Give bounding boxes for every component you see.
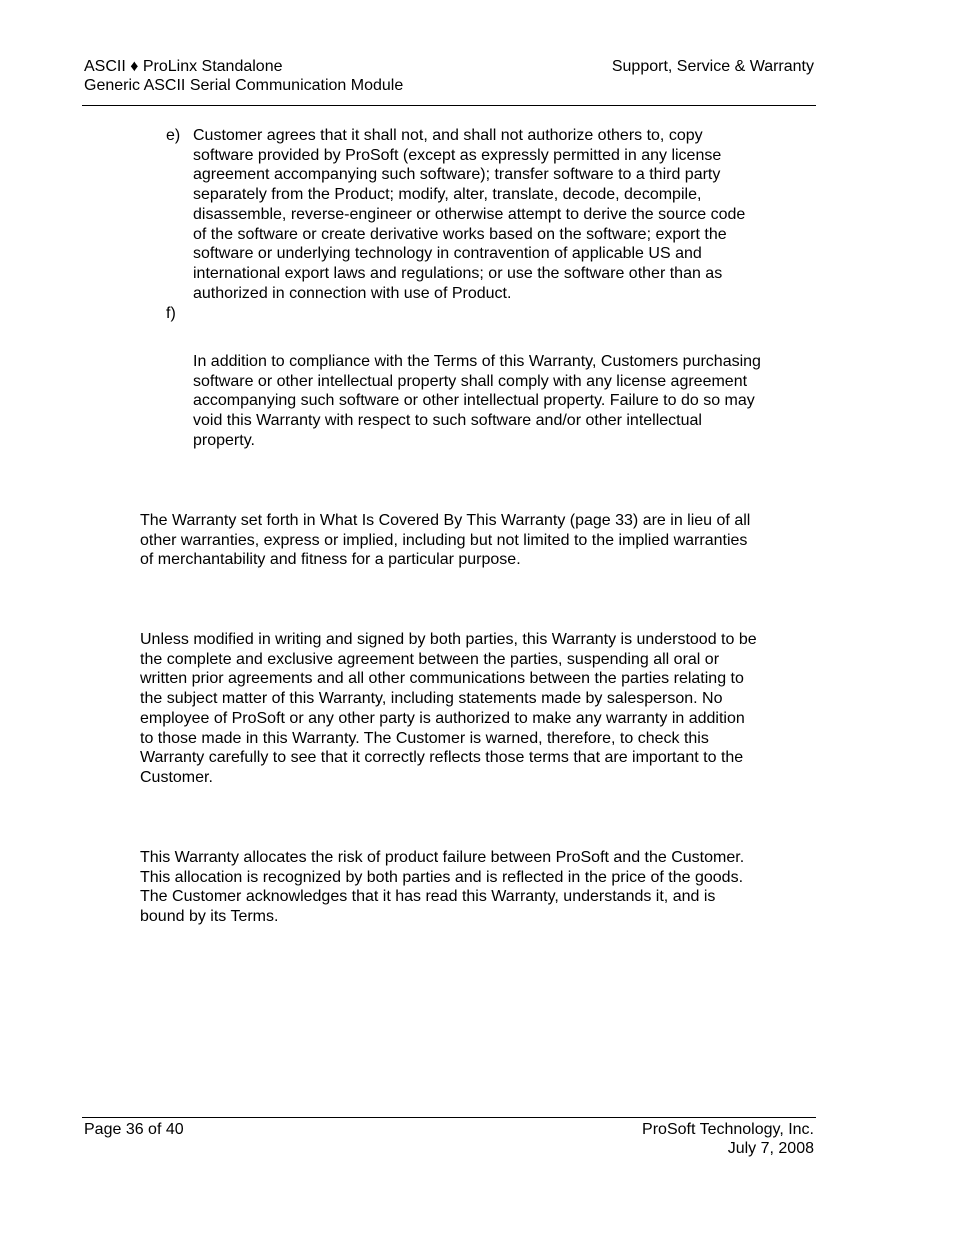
company-name: ProSoft Technology, Inc. xyxy=(642,1121,814,1138)
intellectual-property-paragraph: In addition to compliance with the Terms of this Warranty, Customers purchasing software or other intellectual property shall comply with any license agreement accompanying such software or other intellectual property. Failure to do so may void this Warranty with respect to such software and/or other intellectual property. xyxy=(193,353,761,449)
section-title: Support, Service & Warranty xyxy=(611,58,814,75)
document-date: July 7, 2008 xyxy=(727,1140,814,1157)
page-number: Page 36 of 40 xyxy=(84,1121,184,1138)
disclaimer-paragraph: The Warranty set forth in What Is Covered By This Warranty (page 33) are in lieu of all other warranties, express or implied, including but not limited to the implied warranties of merchantability and fitness for a particular purpose. xyxy=(140,512,751,569)
document-title xyxy=(84,57,403,95)
header-divider xyxy=(82,105,816,106)
footer-company-block xyxy=(642,1120,814,1158)
list-marker-f: f) xyxy=(166,305,176,322)
footer-divider xyxy=(82,1117,816,1118)
document-title-line1: ASCII ♦ ProLinx Standalone xyxy=(84,58,283,75)
entire-agreement-paragraph: Unless modified in writing and signed by both parties, this Warranty is understood to be the complete and exclusive agreement between the parties, suspending all oral or written prior agreements and all other communications between the parties relating to the subject matter of this Warranty, including statements made by salesperson. No employee of ProSoft or any other party is authorized to make any warranty in addition to those made in this Warranty. The Customer is warned, therefore, to check this Warranty carefully to see that it correctly reflects those terms that are important to the Customer. xyxy=(140,631,757,786)
allocation-of-risk-paragraph: This Warranty allocates the risk of product failure between ProSoft and the Customer. This allocation is recognized by both parties and is reflected in the price of the goods. The Customer acknowledges that it has read this Warranty, understands it, and is bound by its Terms. xyxy=(140,849,745,926)
list-text-e: Customer agrees that it shall not, and shall not authorize others to, copy software provided by ProSoft (except as expressly permitted in any license agreement accompanying such software); transfer software to a third party separately from the Product; modify, alter, translate, decode, decompile, disassemble, reverse-engineer or otherwise attempt to derive the source code of the software or create derivative works based on the software; export the software or underlying technology in contravention of applicable US and international export laws and regulations; or use the software other than as authorized in connection with use of Product. xyxy=(193,127,746,302)
document-title-line2: Generic ASCII Serial Communication Module xyxy=(84,77,404,94)
list-marker-e: e) xyxy=(166,127,181,144)
